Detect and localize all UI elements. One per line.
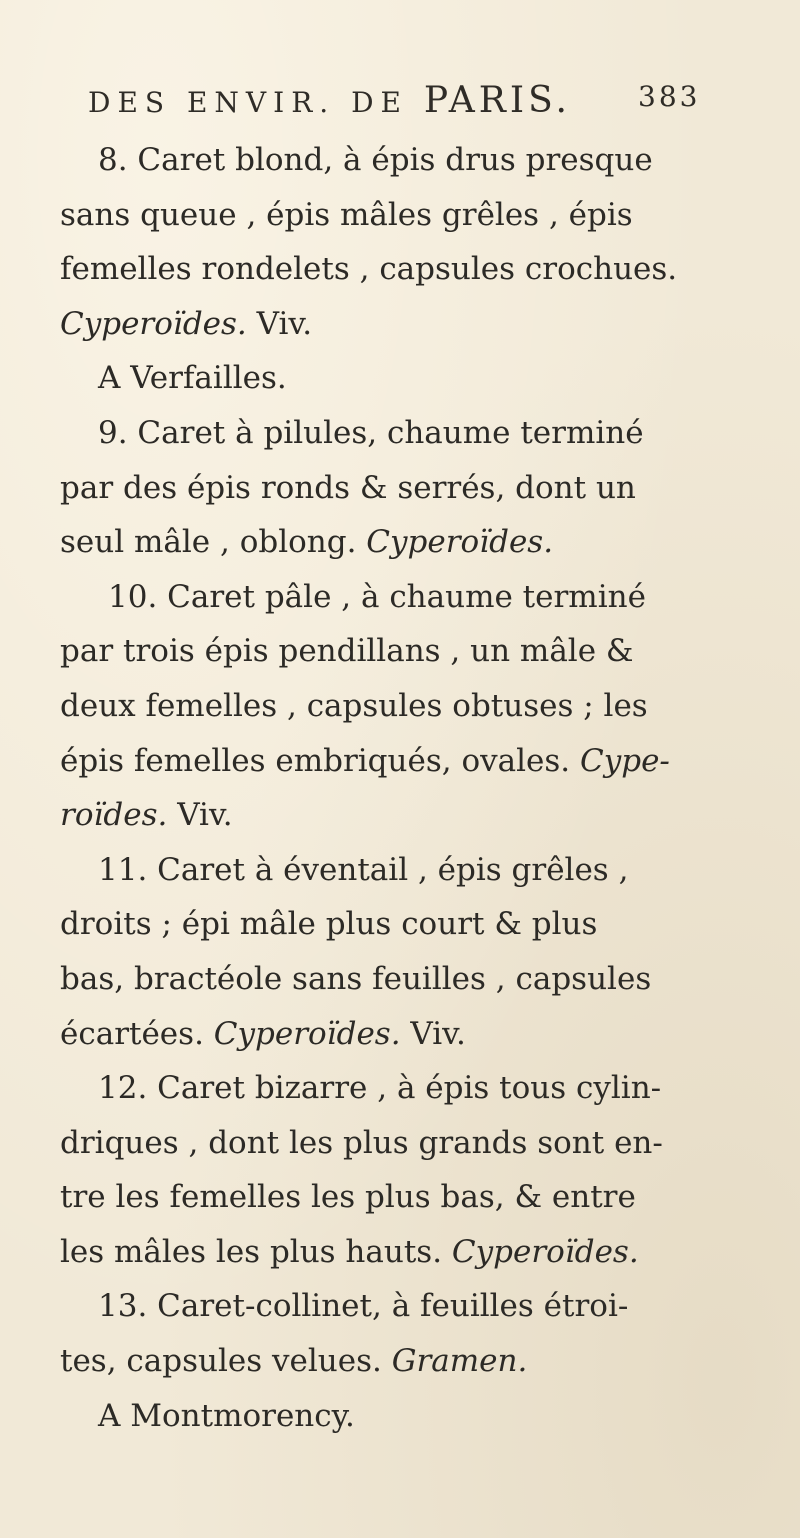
text-line: 11. Caret à éventail , épis grêles , — [98, 851, 629, 888]
text-line: driques , dont les plus grands sont en- — [60, 1124, 663, 1161]
text-line: A Montmorency. — [98, 1397, 355, 1434]
text-line: Cyperoïdes. Viv. — [60, 305, 313, 342]
text-line: par des épis ronds & serrés, dont un — [60, 469, 636, 506]
text-line: épis femelles embriqués, ovales. Cype- — [60, 742, 670, 779]
running-header — [88, 80, 701, 121]
text-line: tes, capsules velues. Gramen. — [60, 1343, 528, 1380]
header-paris: PARIS. — [423, 80, 571, 121]
text-line: deux femelles , capsules obtuses ; les — [60, 687, 648, 724]
text-line: roïdes. Viv. — [60, 797, 233, 834]
text-line: femelles rondelets , capsules crochues. — [60, 251, 678, 288]
text-line: tre les femelles les plus bas, & entre — [60, 1179, 636, 1216]
header-left: DES ENVIR. DE — [88, 86, 424, 119]
text-line: seul mâle , oblong. Cyperoïdes. — [60, 524, 554, 561]
text-line: 13. Caret-collinet, à feuilles étroi- — [98, 1288, 629, 1325]
text-line: droits ; épi mâle plus court & plus — [60, 906, 598, 943]
text-line: A Verfailles. — [98, 360, 287, 397]
text-line: 12. Caret bizarre , à épis tous cylin- — [98, 1070, 662, 1107]
text-line: 8. Caret blond, à épis drus presque — [98, 142, 653, 178]
text-line: 9. Caret à pilules, chaume terminé — [98, 414, 644, 451]
text-line: écartées. Cyperoïdes. Viv. — [60, 1015, 466, 1052]
page-number: 383 — [638, 80, 701, 113]
text-line: 10. Caret pâle , à chaume terminé — [108, 578, 646, 615]
text-line: les mâles les plus hauts. Cyperoïdes. — [60, 1233, 639, 1270]
body-text — [60, 133, 700, 1443]
text-line: bas, bractéole sans feuilles , capsules — [60, 960, 652, 997]
text-line: sans queue , épis mâles grêles , épis — [60, 196, 633, 233]
text-line: par trois épis pendillans , un mâle & — [60, 633, 634, 670]
